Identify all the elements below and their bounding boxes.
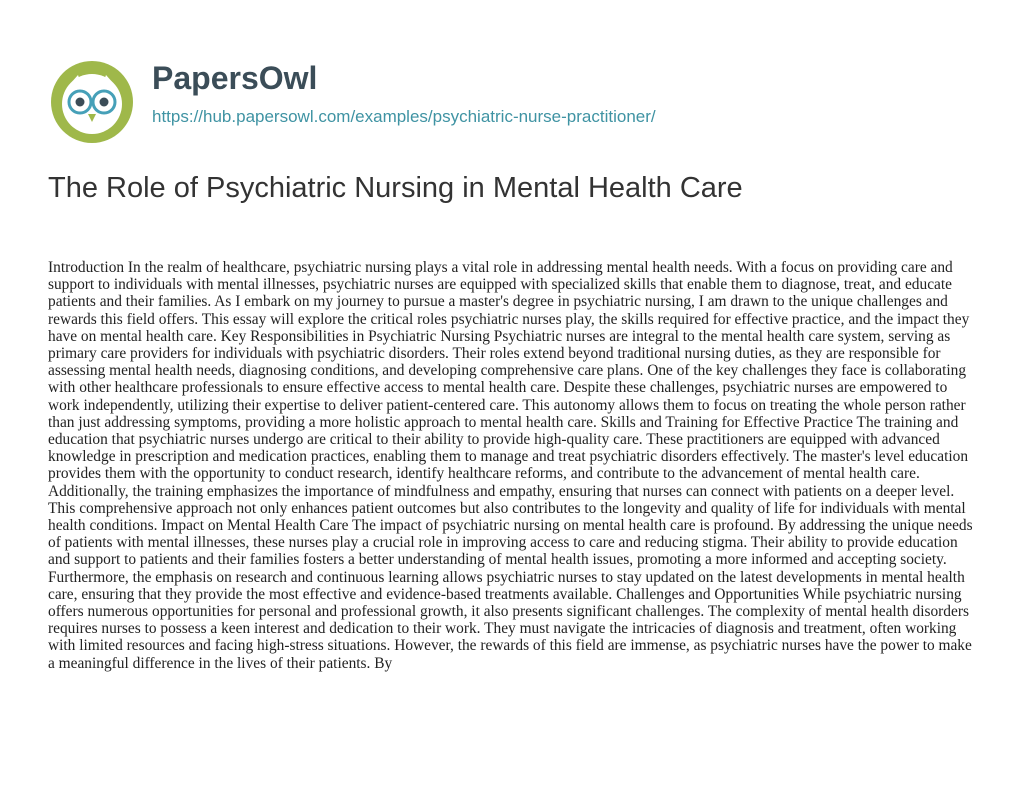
essay-body: Introduction In the realm of healthcare, psychiatric nursing plays a vital role in addressing mental health needs. With a focus on providing care and support to individuals with mental illnesses, psychiatric nurses are equipped with specialized skills that enable them to diagnose, treat, and educate patients and their families. As I embark on my journey to pursue a master's degree in psychiatric nursing, I am drawn to the unique challenges and rewards this field offers. This essay will explore the critical roles psychiatric nurses play, the skills required for effective practice, and the impact they have on mental health care. Key Responsibilities in Psychiatric Nursing Psychiatric nurses are integral to the mental health care system, serving as primary care providers for individuals with psychiatric disorders. Their roles extend beyond traditional nursing duties, as they are responsible for assessing mental health needs, diagnosing conditions, and developing comprehensive care plans. One of the key challenges they face is collaborating with other healthcare professionals to ensure effective access to mental health care. Despite these challenges, psychiatric nurses are empowered to work independently, utilizing their expertise to deliver patient-centered care. This autonomy allows them to focus on treating the whole person rather than just addressing symptoms, providing a more holistic approach to mental health care. Skills and Training for Effective Practice The training and education that psychiatric nurses undergo are critical to their ability to provide high-quality care. These practitioners are equipped with advanced knowledge in prescription and medication practices, enabling them to manage and treat psychiatric disorders effectively. The master's level education provides them with the opportunity to conduct research, identify healthcare reforms, and contribute to the advancement of mental health care. Additionally, the training emphasizes the importance of mindfulness and empathy, ensuring that nurses can connect with patients on a deeper level. This comprehensive approach not only enhances patient outcomes but also contributes to the longevity and quality of life for individuals with mental health conditions. Impact on Mental Health Care The impact of psychiatric nursing on mental health care is profound. By addressing the unique needs of patients with mental illnesses, these nurses play a crucial role in improving access to care and reducing stigma. Their ability to provide education and support to patients and their families fosters a better understanding of mental health issues, promoting a more informed and accepting society. Furthermore, the emphasis on research and continuous learning allows psychiatric nurses to stay updated on the latest developments in mental health care, ensuring that they provide the most effective and evidence-based treatments available. Challenges and Opportunities While psychiatric nursing offers numerous opportunities for personal and professional growth, it also presents significant challenges. The complexity of mental health disorders requires nurses to possess a keen interest and dedication to their work. They must navigate the intricacies of diagnosis and treatment, often working with limited resources and facing high-stress situations. However, the rewards of this field are immense, as psychiatric nurses have the power to make a meaningful difference in the lives of their patients. By bbox=[48, 259, 973, 672]
source-url-link[interactable]: https://hub.papersowl.com/examples/psychiatric-nurse-practitioner/ bbox=[152, 107, 656, 126]
essay-title: The Role of Psychiatric Nursing in Mental Health Care bbox=[48, 172, 743, 204]
owl-logo-icon[interactable] bbox=[48, 58, 136, 146]
site-header bbox=[48, 58, 978, 148]
brand-name[interactable]: PapersOwl bbox=[152, 60, 318, 96]
